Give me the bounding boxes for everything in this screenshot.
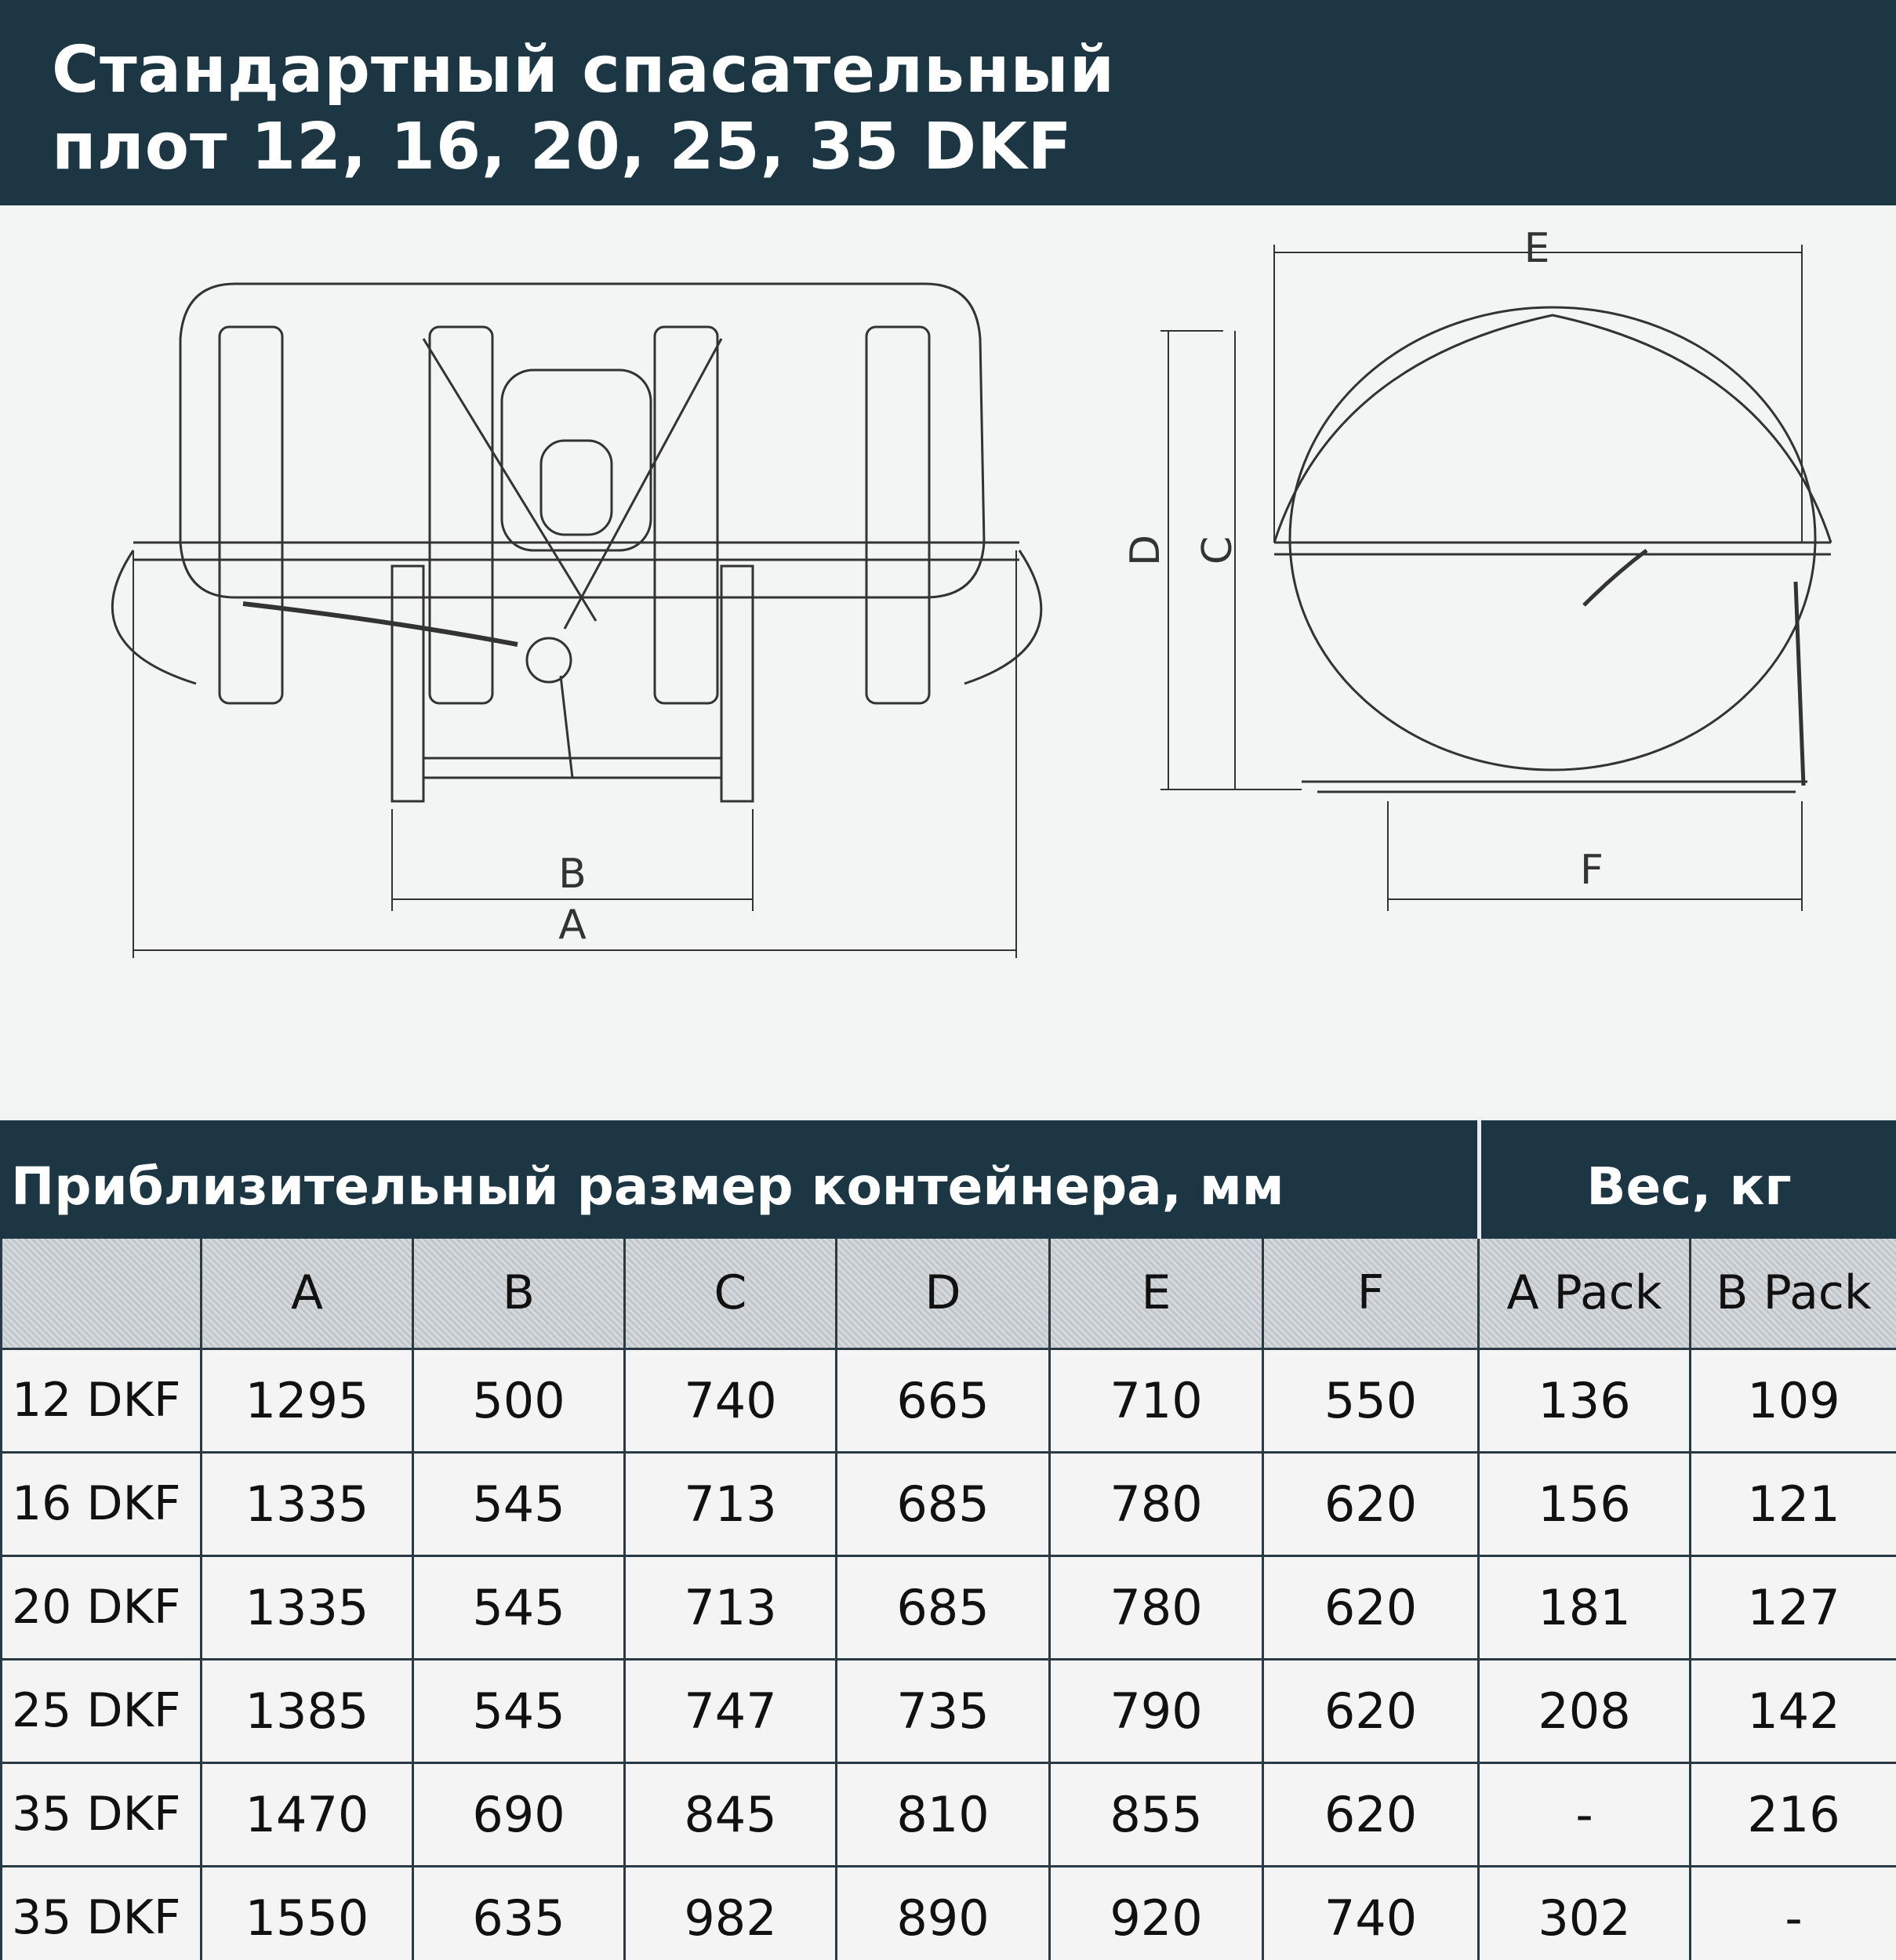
table-cell: 302 <box>1479 1866 1691 1960</box>
table-cell: 855 <box>1050 1762 1263 1866</box>
table-cell: 920 <box>1050 1866 1263 1960</box>
table-cell: 982 <box>625 1866 837 1960</box>
dimensions-table <box>0 1239 1896 1960</box>
table-cell: 845 <box>625 1762 837 1866</box>
column-header-b: B <box>413 1239 625 1348</box>
table-cell: 690 <box>413 1762 625 1866</box>
column-header-d: D <box>837 1239 1050 1348</box>
liferaft-container-drawing <box>0 205 1896 1115</box>
table-cell: 713 <box>625 1452 837 1555</box>
table-cell: 545 <box>413 1555 625 1659</box>
heading-divider <box>1477 1120 1481 1242</box>
table-cell: 740 <box>625 1348 837 1452</box>
table-cell: 890 <box>837 1866 1050 1960</box>
table-cell: 790 <box>1050 1659 1263 1762</box>
model-cell: 35 DKF <box>2 1762 202 1866</box>
table-cell: 1550 <box>202 1866 413 1960</box>
table-cell: 181 <box>1479 1555 1691 1659</box>
table-cell: 216 <box>1691 1762 1896 1866</box>
table-cell: 1335 <box>202 1452 413 1555</box>
table-cell: 713 <box>625 1555 837 1659</box>
table-cell: 747 <box>625 1659 837 1762</box>
table-cell: 109 <box>1691 1348 1896 1452</box>
table-cell: 1385 <box>202 1659 413 1762</box>
table-cell: 710 <box>1050 1348 1263 1452</box>
page-title-line-2: плот 12, 16, 20, 25, 35 DKF <box>52 110 1073 184</box>
table-cell: - <box>1691 1866 1896 1960</box>
table-cell: 780 <box>1050 1555 1263 1659</box>
dimension-label-a: A <box>558 902 587 949</box>
weight-heading: Вес, кг <box>1586 1156 1792 1217</box>
side-view <box>112 284 1041 801</box>
table-cell: 1335 <box>202 1555 413 1659</box>
table-cell: 1470 <box>202 1762 413 1866</box>
dimension-label-d: D <box>1122 534 1169 567</box>
table-row <box>2 1452 1896 1555</box>
table-cell: 545 <box>413 1452 625 1555</box>
dimension-label-e: E <box>1524 225 1550 272</box>
table-cell: 620 <box>1263 1452 1479 1555</box>
column-header-row <box>2 1239 1896 1348</box>
model-cell: 35 DKF <box>2 1866 202 1960</box>
table-cell: 780 <box>1050 1452 1263 1555</box>
end-view-dimensions <box>1160 245 1802 911</box>
table-cell: 665 <box>837 1348 1050 1452</box>
title-banner <box>0 0 1896 205</box>
table-cell: 208 <box>1479 1659 1691 1762</box>
table-cell: 620 <box>1263 1762 1479 1866</box>
model-cell: 20 DKF <box>2 1555 202 1659</box>
table-cell: 735 <box>837 1659 1050 1762</box>
dimension-label-c: C <box>1194 535 1241 565</box>
table-cell: 121 <box>1691 1452 1896 1555</box>
container-size-heading: Приблизительный размер контейнера, мм <box>11 1156 1284 1217</box>
column-header-f: F <box>1263 1239 1479 1348</box>
dimension-label-f: F <box>1580 847 1604 894</box>
dimension-label-b: B <box>558 851 587 898</box>
table-cell: 740 <box>1263 1866 1479 1960</box>
table-cell: 685 <box>837 1452 1050 1555</box>
table-row <box>2 1762 1896 1866</box>
column-header-c: C <box>625 1239 837 1348</box>
table-cell: 635 <box>413 1866 625 1960</box>
model-cell: 25 DKF <box>2 1659 202 1762</box>
table-cell: 1295 <box>202 1348 413 1452</box>
column-header-a-pack: A Pack <box>1479 1239 1691 1348</box>
table-cell: 127 <box>1691 1555 1896 1659</box>
table-cell: 545 <box>413 1659 625 1762</box>
table-cell: 136 <box>1479 1348 1691 1452</box>
table-row <box>2 1348 1896 1452</box>
table-cell: 810 <box>837 1762 1050 1866</box>
end-view <box>1274 307 1831 792</box>
page-title-line-1: Стандартный спасательный <box>52 33 1116 107</box>
table-cell: 685 <box>837 1555 1050 1659</box>
table-heading-bar <box>0 1117 1896 1239</box>
table-row <box>2 1555 1896 1659</box>
table-cell: 620 <box>1263 1555 1479 1659</box>
table-cell: 156 <box>1479 1452 1691 1555</box>
table-row <box>2 1659 1896 1762</box>
column-header-a: A <box>202 1239 413 1348</box>
column-header-model <box>2 1239 202 1348</box>
table-cell: 142 <box>1691 1659 1896 1762</box>
model-cell: 16 DKF <box>2 1452 202 1555</box>
table-cell: 550 <box>1263 1348 1479 1452</box>
technical-drawing <box>0 205 1896 1115</box>
table-row <box>2 1866 1896 1960</box>
column-header-e: E <box>1050 1239 1263 1348</box>
table-cell: 500 <box>413 1348 625 1452</box>
table-cell: 620 <box>1263 1659 1479 1762</box>
column-header-b-pack: B Pack <box>1691 1239 1896 1348</box>
table-cell: - <box>1479 1762 1691 1866</box>
model-cell: 12 DKF <box>2 1348 202 1452</box>
